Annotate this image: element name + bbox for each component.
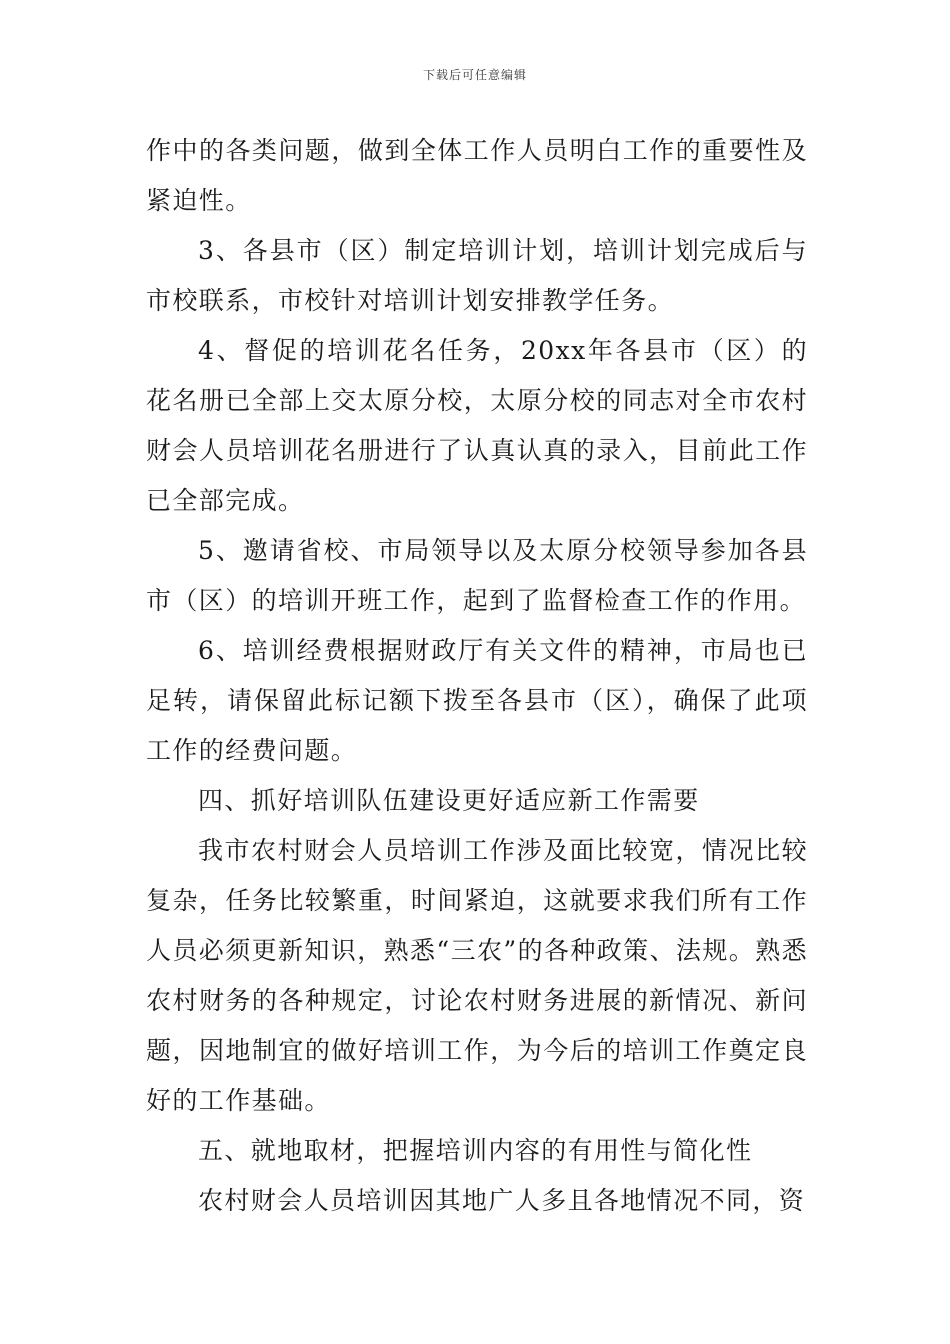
paragraph-item-4: 4、督促的培训花名任务，20xx年各县市（区）的花名册已全部上交太原分校，太原分校的同志对全市农村财会人员培训花名册进行了认真认真的录入，目前此工作已全部完成。 (146, 336, 808, 515)
section-heading-4: 四、抓好培训队伍建设更好适应新工作需要 (198, 786, 700, 815)
paragraph-continuation: 作中的各类问题，做到全体工作人员明白工作的重要性及紧迫性。 (146, 136, 808, 215)
section-heading-5: 五、就地取材，把握培训内容的有用性与简化性 (198, 1136, 753, 1165)
document-body (146, 126, 808, 1226)
paragraph-item-5: 5、邀请省校、市局领导以及太原分校领导参加各县市（区）的培训开班工作，起到了监督检查工作的作用。 (146, 536, 808, 615)
paragraph-section-5-body: 农村财会人员培训因其地广人多且各地情况不同，资 (198, 1186, 806, 1215)
page-header: 下载后可任意编辑 (422, 68, 527, 82)
paragraph-item-3: 3、各县市（区）制定培训计划，培训计划完成后与市校联系，市校针对培训计划安排教学任务。 (146, 236, 808, 315)
paragraph-section-4-body: 我市农村财会人员培训工作涉及面比较宽，情况比较复杂，任务比较繁重，时间紧迫，这就要求我们所有工作人员必须更新知识，熟悉“三农”的各种政策、法规。熟悉农村财务的各种规定，讨论农村财务进展的新情况、新问题，因地制宜的做好培训工作，为今后的培训工作奠定良好的工作基础。 (146, 836, 808, 1115)
paragraph-item-6: 6、培训经费根据财政厅有关文件的精神，市局也已足转，请保留此标记额下拨至各县市（区），确保了此项工作的经费问题。 (146, 636, 808, 765)
